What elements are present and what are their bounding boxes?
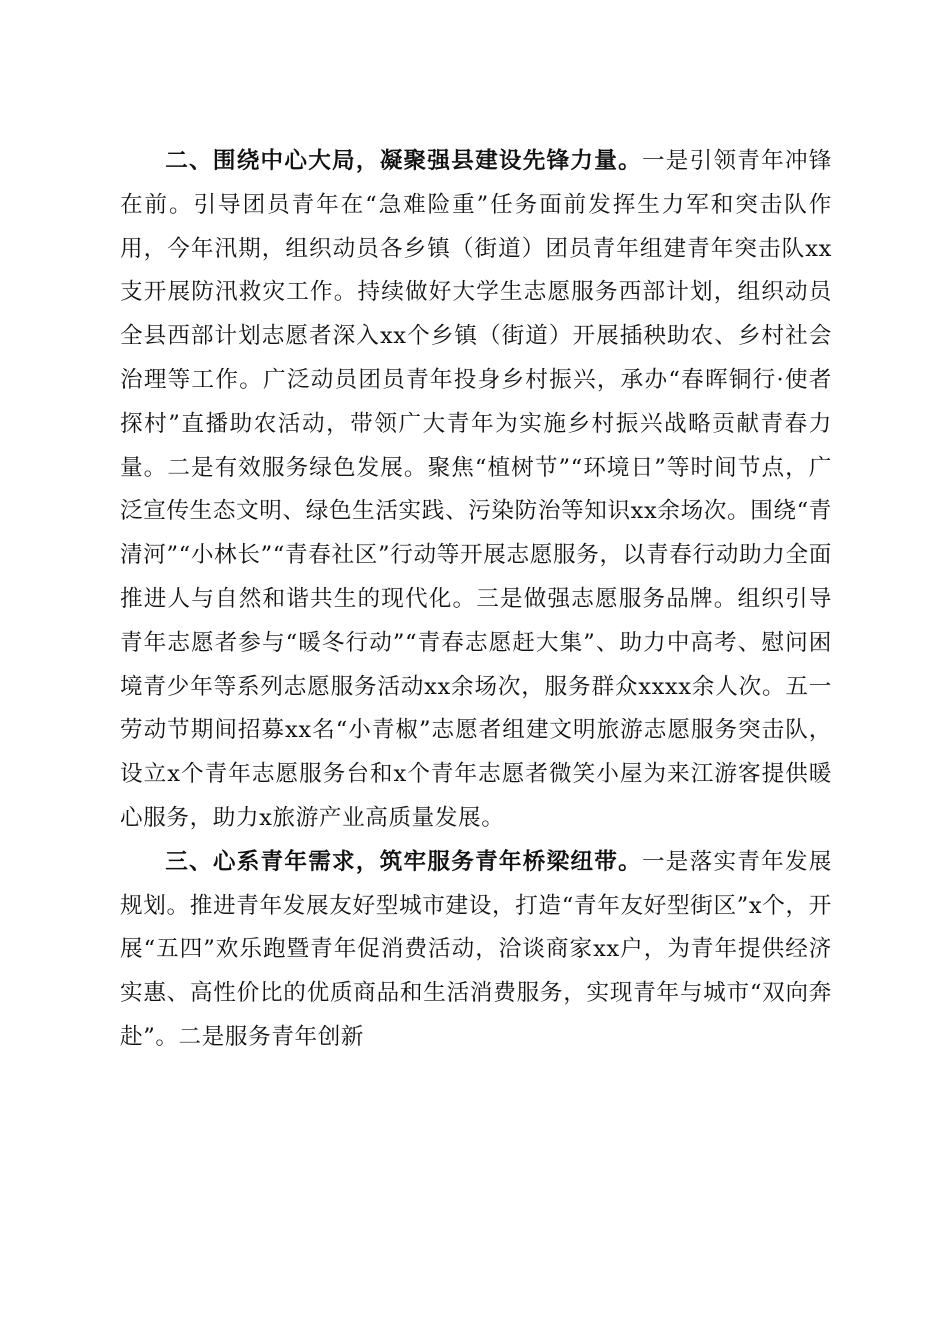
section-heading-2: 二、围绕中心大局，凝聚强县建设先锋力量。 (165, 148, 642, 174)
document-page (120, 140, 832, 1060)
paragraph-section-3 (120, 841, 832, 1060)
section-body-2: 一是引领青年冲锋在前。引导团员青年在“急难险重”任务面前发挥生力军和突击队作用，今年汛期，组织动员各乡镇（街道）团员青年组建青年突击队xx支开展防汛救灾工作。持续做好大学生志愿服务西部计划，组织动员全县西部计划志愿者深入xx个乡镇（街道）开展插秧助农、乡村社会治理等工作。广泛动员团员青年投身乡村振兴，承办“春晖铜行·使者探村”直播助农活动，带领广大青年为实施乡村振兴战略贡献青春力量。二是有效服务绿色发展。聚焦“植树节”“环境日”等时间节点，广泛宣传生态文明、绿色生活实践、污染防治等知识xx余场次。围绕“青清河”“小林长”“青春社区”行动等开展志愿服务，以青春行动助力全面推进人与自然和谐共生的现代化。三是做强志愿服务品牌。组织引导青年志愿者参与“暖冬行动”“青春志愿赶大集”、助力中高考、慰问困境青少年等系列志愿服务活动xx余场次，服务群众xxxx余人次。五一劳动节期间招募xx名“小青椒”志愿者组建文明旅游志愿服务突击队，设立x个青年志愿服务台和x个青年志愿者微笑小屋为来江游客提供暖心服务，助力x旅游产业高质量发展。 (120, 148, 832, 831)
section-body-3: 一是落实青年发展规划。推进青年发展友好型城市建设，打造“青年友好型街区”x个，开展“五四”欢乐跑暨青年促消费活动，洽谈商家xx户，为青年提供经济实惠、高性价比的优质商品和生活消费服务，实现青年与城市“双向奔赴”。二是服务青年创新 (120, 848, 832, 1050)
section-heading-3: 三、心系青年需求，筑牢服务青年桥梁纽带。 (165, 848, 642, 875)
paragraph-section-2 (120, 140, 832, 841)
